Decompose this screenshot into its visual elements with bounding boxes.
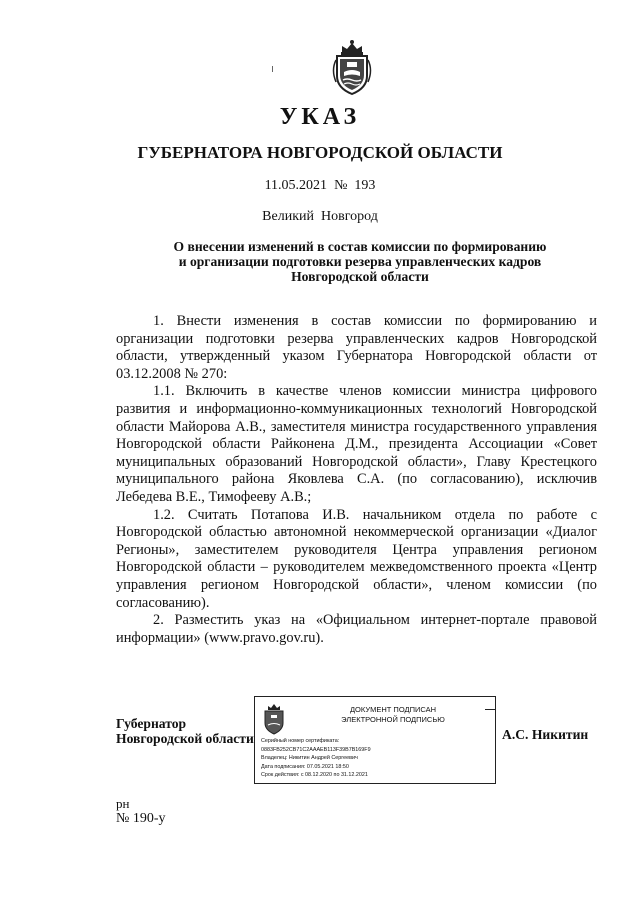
stamp-detail-line: Владелец: Никитин Андрей Сергеевич (261, 755, 358, 762)
stamp-corner-mark (485, 709, 496, 760)
coat-of-arms-icon (328, 38, 376, 98)
heading-line: Новгородской области (291, 269, 429, 284)
paragraph-2: 2. Разместить указ на «Официальном интернет-портале правовой информации» (www.pravo.gov.ru). (116, 612, 597, 646)
stamp-detail-line: Срок действия: с 08.12.2020 по 31.12.2021 (261, 772, 368, 779)
heading-line: и организации подготовки резерва управленческих кадров (178, 254, 542, 269)
document-footer (116, 796, 166, 826)
paragraph-1-2: 1.2. Считать Потапова И.В. начальником отдела по работе с Новгородской областью автономной некоммерческой организации «Диалог Регионы», заместителем руководителя Центра управления регионом Новгородской области – руководителем межведомственного проекта «Центр управления регионом Новгородской области», членом комиссии (по согласованию). (116, 506, 597, 611)
heading-line: О внесении изменений в состав комиссии по формированию (173, 239, 547, 254)
document-date: 11.05.2021 (264, 178, 328, 193)
number-sign: № (334, 178, 348, 193)
document-number: 193 (354, 178, 376, 193)
stamp-emblem-icon (261, 703, 287, 735)
signer-name: А.С. Никитин (502, 727, 589, 742)
stamp-detail-line: Серийный номер сертификата: (261, 738, 340, 744)
document-heading (150, 239, 570, 284)
stamp-detail-line: 0883FB252CB71C2AAAEB113F39B7B169F9 (261, 746, 371, 753)
paragraph-1: 1. Внести изменения в состав комиссии по формированию и организации подготовки резерва управленческих кадров Новгородской области, утвержденный указом Губернатора Новгородской области от 03.12.2008 № 270: (116, 313, 597, 382)
document-subtitle: ГУБЕРНАТОРА НОВГОРОДСКОЙ ОБЛАСТИ (137, 143, 503, 162)
document-title: УКАЗ (279, 104, 361, 130)
stamp-header (295, 705, 491, 725)
stamp-details (261, 737, 493, 780)
electronic-signature-stamp (254, 696, 496, 784)
stamp-detail-line: Дата подписания: 07.05.2021 18:50 (261, 763, 349, 770)
stamp-header-line: ДОКУМЕНТ ПОДПИСАН (349, 705, 437, 714)
scan-mark (272, 66, 273, 72)
document-body (116, 313, 597, 647)
stamp-header-line: ЭЛЕКТРОННОЙ ПОДПИСЬЮ (341, 715, 445, 724)
footer-number: № 190-у (116, 811, 166, 826)
position-line: Губернатор (116, 716, 187, 731)
city: Великий Новгород (262, 209, 378, 224)
footer-initials: рн (116, 796, 130, 811)
date-number-line (0, 178, 640, 194)
position-line: Новгородской области (116, 731, 254, 746)
paragraph-1-1: 1.1. Включить в качестве членов комиссии министра цифрового развития и информационно-коммуникационных технологий Новгородской области Майорова А.В., заместителя министра государственного управления Новгородской области Райконена Д.М., президента Ассоциации «Совет муниципальных образований Новгородской области», Главу Крестецкого муниципального района Яковлева С.А. (по согласованию), исключив Лебедева В.Е., Тимофееву А.В.; (116, 383, 597, 505)
signer-position (116, 716, 254, 746)
